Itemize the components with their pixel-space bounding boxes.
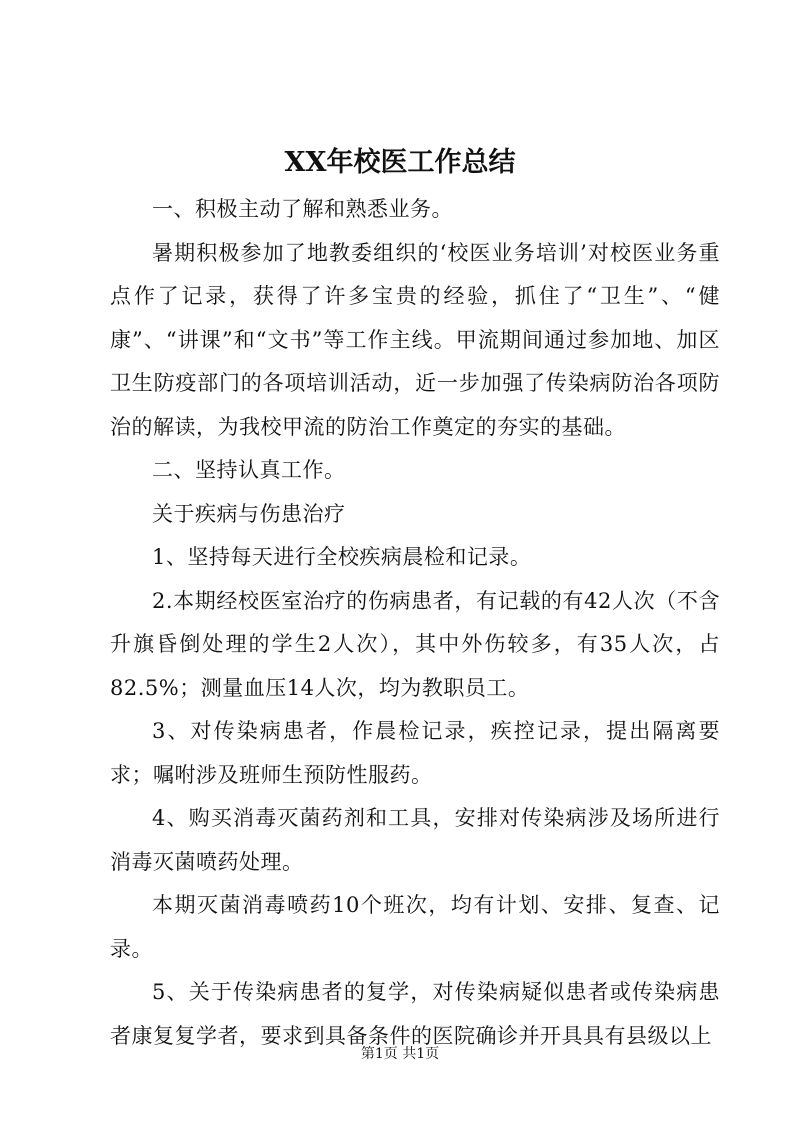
- paragraph: 一、积极主动了解和熟悉业务。: [152, 197, 453, 221]
- paragraph: 二、坚持认真工作。: [152, 458, 346, 482]
- paragraph: 关于疾病与伤患治疗: [152, 501, 346, 526]
- page-footer: 第1页 共1页: [360, 1046, 440, 1062]
- paragraph: 4、购买消毒灭菌药剂和工具，安排对传染病涉及场所进行消毒灭菌喷药处理。: [110, 806, 720, 874]
- paragraph: 2.本期经校医室治疗的伤病患者，有记载的有42人次（不含升旗昏倒处理的学生2人次），其中外伤较多，有35人次，占82.5%；测量血压14人次，均为教职员工。: [110, 588, 720, 700]
- document-title: XX年校医工作总结: [284, 147, 516, 178]
- paragraph: 本期灭菌消毒喷药10个班次，均有计划、安排、复查、记录。: [110, 893, 720, 961]
- document-body: [110, 188, 720, 1058]
- paragraph: 3、对传染病患者，作晨检记录，疾控记录，提出隔离要求；嘱咐涉及班师生预防性服药。: [110, 719, 720, 787]
- paragraph: 1、坚持每天进行全校疾病晨检和记录。: [152, 545, 532, 569]
- paragraph: 暑期积极参加了地教委组织的‘校医业务培训’对校医业务重点作了记录，获得了许多宝贵的经验，抓住了“卫生”、“健康”、“讲课”和“文书”等工作主线。甲流期间通过参加地、加区卫生防疫部门的各项培训活动，近一步加强了传染病防治各项防治的解读，为我校甲流的防治工作奠定的夯实的基础。: [110, 240, 720, 439]
- paragraph: 5、关于传染病患者的复学，对传染病疑似患者或传染病患者康复复学者，要求到具备条件的医院确诊并开具具有县级以上: [110, 980, 720, 1048]
